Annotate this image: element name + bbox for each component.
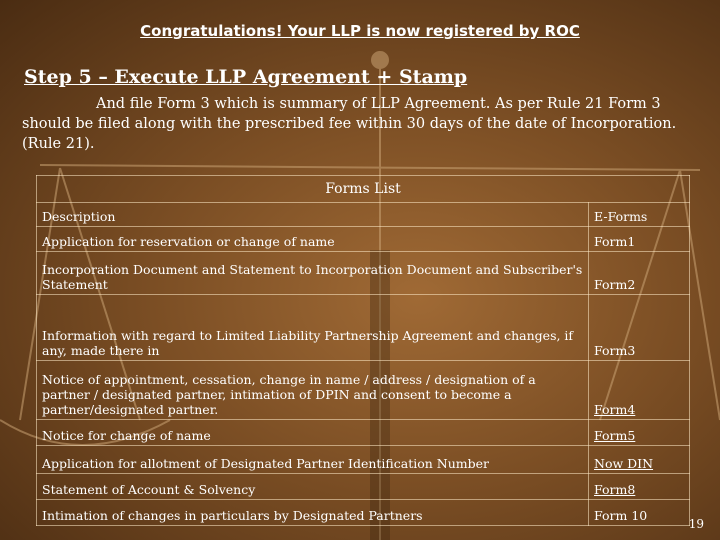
now-din-link[interactable]: Now DIN — [594, 456, 654, 471]
table-row — [37, 252, 690, 295]
row-description: Information with regard to Limited Liability Partnership Agreement and changes, if any, made there in — [37, 295, 589, 361]
row-form: Form2 — [589, 252, 690, 295]
row-form-link[interactable] — [589, 474, 690, 500]
intro-paragraph: And file Form 3 which is summary of LLP Agreement. As per Rule 21 Form 3 should be filed along with the prescribed fee within 30 days of the date of Incorporation. (Rule 21). — [22, 96, 677, 152]
table-row — [37, 227, 690, 252]
row-form-link[interactable] — [589, 420, 690, 446]
step-heading: Step 5 – Execute LLP Agreement + Stamp — [24, 66, 468, 88]
table-row — [37, 500, 690, 526]
row-description: Notice of appointment, cessation, change in name / address / designation of a partner / designated partner, intimation of DPIN and consent to become a partner/designated partner. — [37, 361, 589, 420]
table-caption-row — [37, 176, 690, 203]
page-number: 19 — [688, 517, 704, 531]
forms-table — [36, 175, 690, 526]
row-form: Form1 — [589, 227, 690, 252]
table-row — [37, 295, 690, 361]
page-title: Congratulations! Your LLP is now registered by ROC — [140, 22, 580, 40]
form8-link[interactable]: Form8 — [594, 482, 636, 497]
row-description: Statement of Account & Solvency — [37, 474, 589, 500]
row-description: Application for allotment of Designated Partner Identification Number — [37, 446, 589, 474]
row-description: Application for reservation or change of name — [37, 227, 589, 252]
column-header-eforms: E-Forms — [589, 203, 690, 227]
form4-link[interactable]: Form4 — [594, 402, 636, 417]
table-row — [37, 420, 690, 446]
column-header-description: Description — [37, 203, 589, 227]
table-caption: Forms List — [37, 176, 690, 203]
row-form-link[interactable] — [589, 446, 690, 474]
table-row — [37, 474, 690, 500]
row-form: Form 10 — [589, 500, 690, 526]
row-description: Notice for change of name — [37, 420, 589, 446]
row-description: Incorporation Document and Statement to Incorporation Document and Subscriber's Statement — [37, 252, 589, 295]
table-header-row — [37, 203, 690, 227]
row-form: Form3 — [589, 295, 690, 361]
row-form-link[interactable] — [589, 361, 690, 420]
table-row — [37, 361, 690, 420]
table-row — [37, 446, 690, 474]
form5-link[interactable]: Form5 — [594, 428, 636, 443]
row-description: Intimation of changes in particulars by Designated Partners — [37, 500, 589, 526]
